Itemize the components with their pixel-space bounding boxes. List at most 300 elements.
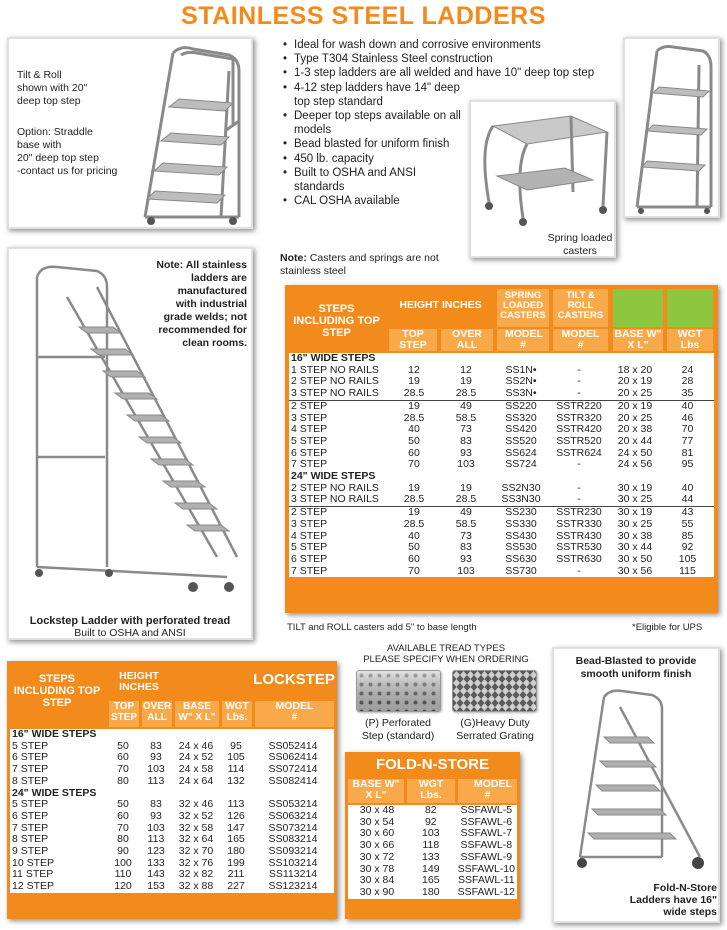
tilt-model-cell: - <box>549 566 609 578</box>
wgt-cell: 133 <box>406 852 456 864</box>
steps-cell: 6 STEP <box>289 448 389 460</box>
top-step-cell: 70 <box>389 566 439 578</box>
spring-model-cell: SS320 <box>493 413 549 425</box>
tilt-model-cell: SSTR624 <box>549 448 609 460</box>
wgt-cell: 44 <box>661 494 714 506</box>
header-top-step: TOP STEP <box>389 329 437 351</box>
spring-model-cell: SS1N• <box>493 365 549 377</box>
top-step-cell: 90 <box>106 846 140 858</box>
top-step-cell: 80 <box>106 834 140 846</box>
fold-n-store-caption: Fold-N-Store Ladders have 16" wide steps <box>629 882 717 918</box>
top-step-cell: 50 <box>389 542 439 554</box>
wgt-cell: 118 <box>406 840 456 852</box>
fold-n-store-photo <box>552 647 720 923</box>
base-cell: 32 x 76 <box>172 858 220 870</box>
wgt-cell: 92 <box>661 542 714 554</box>
base-cell: 24 x 64 <box>172 776 220 788</box>
top-step-cell: 100 <box>106 858 140 870</box>
tilt-model-cell: SSTR630 <box>549 554 609 566</box>
base-cell: 30 x 50 <box>609 554 661 566</box>
table-row <box>10 846 334 858</box>
base-cell: 32 x 70 <box>172 846 220 858</box>
steps-cell: 3 STEP <box>289 519 389 531</box>
top-step-cell: 60 <box>389 448 439 460</box>
over-all-cell: 28.5 <box>439 494 493 506</box>
serrated-tread-pattern <box>453 671 537 712</box>
steps-cell: 3 STEP NO RAILS <box>289 388 389 400</box>
table-row <box>10 776 334 788</box>
spring-model-cell: SS530 <box>493 542 549 554</box>
base-cell: 24 x 52 <box>172 752 220 764</box>
header-model-2: MODEL # <box>553 329 608 351</box>
table-row <box>289 400 714 412</box>
wgt-cell: 126 <box>220 811 252 823</box>
model-cell: SS053214 <box>252 799 334 811</box>
tilt-model-cell: SSTR420 <box>549 424 609 436</box>
over-all-cell: 123 <box>140 846 172 858</box>
wgt-cell: 40 <box>661 400 714 412</box>
tread-heading: AVAILABLE TREAD TYPES PLEASE SPECIFY WHEN ORDERING <box>363 643 529 665</box>
spring-model-cell: SS3N• <box>493 388 549 400</box>
header-steps: STEPS INCLUDING TOP STEP <box>293 303 380 339</box>
top-step-cell: 40 <box>389 531 439 543</box>
top-step-cell: 40 <box>389 424 439 436</box>
top-step-cell: 50 <box>106 799 140 811</box>
over-all-cell: 143 <box>140 869 172 881</box>
base-cell: 30 x 90 <box>348 887 406 899</box>
top-step-cell: 50 <box>106 741 140 753</box>
tilt-roll-ladder-photo <box>7 37 253 229</box>
base-cell: 30 x 44 <box>609 542 661 554</box>
top-step-cell: 110 <box>106 869 140 881</box>
wgt-cell: 199 <box>220 858 252 870</box>
steps-cell: 6 STEP <box>10 752 106 764</box>
over-all-cell: 153 <box>140 881 172 893</box>
top-step-cell: 19 <box>389 507 439 519</box>
over-all-cell: 12 <box>439 365 493 377</box>
model-cell: SS052414 <box>252 741 334 753</box>
tilt-model-cell: SSTR230 <box>549 507 609 519</box>
page-title: STAINLESS STEEL LADDERS <box>181 2 546 30</box>
table-row <box>289 554 714 566</box>
over-all-cell: 19 <box>439 376 493 388</box>
top-step-cell: 12 <box>389 365 439 377</box>
top-step-cell: 28.5 <box>389 494 439 506</box>
wgt-cell: 43 <box>661 507 714 519</box>
top-step-cell: 19 <box>389 400 439 412</box>
lk-brand: LOCKSTEP <box>253 671 335 688</box>
base-cell: 30 x 25 <box>609 519 661 531</box>
header-base: BASE W" X L" <box>614 328 662 351</box>
base-cell: 20 x 19 <box>609 400 661 412</box>
tilt-model-cell: - <box>549 459 609 471</box>
section-label: 16" WIDE STEPS <box>289 353 714 365</box>
spring-model-cell: SS3N30 <box>493 494 549 506</box>
tilt-model-cell: - <box>549 388 609 400</box>
tall-ladder-illustration <box>627 41 719 217</box>
steps-cell: 12 STEP <box>10 881 106 893</box>
fold-ladder-illustration <box>560 687 716 877</box>
tilt-roll-caption: Tilt & Roll shown with 20" deep top step <box>17 69 88 107</box>
lk-header-base: BASE W" X L" <box>175 701 219 727</box>
base-cell: 30 x 54 <box>348 817 406 829</box>
base-cell: 30 x 78 <box>348 864 406 876</box>
model-cell: SS103214 <box>252 858 334 870</box>
table-row <box>289 436 714 448</box>
over-all-cell: 73 <box>439 531 493 543</box>
perforated-tread-swatch <box>356 670 441 712</box>
spring-model-cell: SS2N• <box>493 376 549 388</box>
top-step-cell: 60 <box>106 752 140 764</box>
top-step-cell: 60 <box>389 554 439 566</box>
top-step-cell: 28.5 <box>389 519 439 531</box>
base-cell: 30 x 60 <box>348 828 406 840</box>
wgt-cell: 149 <box>406 864 456 876</box>
base-cell: 20 x 38 <box>609 424 661 436</box>
wgt-cell: 165 <box>406 875 456 887</box>
wgt-cell: 70 <box>661 424 714 436</box>
feature-item: • 1-3 step ladders are all welded and have 10" deep top step <box>283 66 613 80</box>
over-all-cell: 19 <box>439 483 493 495</box>
over-all-cell: 103 <box>439 459 493 471</box>
wgt-cell: 35 <box>661 388 714 400</box>
table-row <box>289 507 714 519</box>
wgt-cell: 46 <box>661 413 714 425</box>
header-model-1: MODEL # <box>497 329 549 351</box>
steps-cell: 1 STEP NO RAILS <box>289 365 389 377</box>
lockstep-ladder-photo <box>7 247 253 640</box>
header-green-cell <box>613 289 663 327</box>
base-cell: 30 x 38 <box>609 531 661 543</box>
feature-item: • Bead blasted for uniform finish <box>283 137 613 151</box>
model-cell: SS062414 <box>252 752 334 764</box>
header-tilt: TILT & ROLL CASTERS <box>553 289 608 327</box>
tilt-roll-ladder-illustration <box>121 41 253 227</box>
model-cell: SS113214 <box>252 869 334 881</box>
lockstep-table <box>7 661 337 919</box>
model-cell: SSFAWL-7 <box>456 828 517 840</box>
over-all-cell: 93 <box>439 448 493 460</box>
table-row <box>289 388 714 400</box>
wgt-cell: 82 <box>406 805 456 817</box>
lk-header-height: HEIGHT INCHES <box>119 670 159 693</box>
wgt-cell: 114 <box>220 764 252 776</box>
lockstep-caption: Lockstep Ladder with perforated tread Built to OSHA and ANSI <box>29 615 231 639</box>
base-cell: 24 x 56 <box>609 459 661 471</box>
model-cell: SSFAWL-11 <box>456 875 517 887</box>
spring-model-cell: SS624 <box>493 448 549 460</box>
over-all-cell: 93 <box>140 752 172 764</box>
base-cell: 30 x 84 <box>348 875 406 887</box>
over-all-cell: 83 <box>439 436 493 448</box>
steps-cell: 9 STEP <box>10 846 106 858</box>
fold-table-body <box>348 805 517 899</box>
model-cell: SS063214 <box>252 811 334 823</box>
top-step-cell: 60 <box>106 811 140 823</box>
fold-n-store-table <box>345 752 520 919</box>
top-step-cell: 70 <box>106 823 140 835</box>
model-cell: SSFAWL-10 <box>456 864 517 876</box>
spring-loaded-caption: Spring loaded casters <box>547 232 613 257</box>
tilt-model-cell: SSTR220 <box>549 400 609 412</box>
section-header-row <box>289 353 714 365</box>
steps-cell: 11 STEP <box>10 869 106 881</box>
base-cell: 30 x 72 <box>348 852 406 864</box>
lk-header-over-all: OVER ALL <box>142 701 172 727</box>
spring-model-cell: SS330 <box>493 519 549 531</box>
model-cell: SS073214 <box>252 823 334 835</box>
feature-item: • Type T304 Stainless Steel construction <box>283 52 613 66</box>
steps-cell: 5 STEP <box>289 542 389 554</box>
header-over-all: OVER ALL <box>441 329 493 351</box>
fold-header-base: BASE W" X L" <box>348 779 404 803</box>
tilt-model-cell: SSTR330 <box>549 519 609 531</box>
steps-cell: 8 STEP <box>10 834 106 846</box>
spring-model-cell: SS430 <box>493 531 549 543</box>
main-spec-table <box>285 285 718 613</box>
table-row <box>348 887 517 899</box>
steps-cell: 5 STEP <box>289 436 389 448</box>
model-cell: SSFAWL-6 <box>456 817 517 829</box>
bead-blasted-caption: Bead-Blasted to provide smooth uniform finish <box>575 655 697 680</box>
tilt-model-cell: SSTR320 <box>549 413 609 425</box>
over-all-cell: 103 <box>140 764 172 776</box>
wgt-cell: 211 <box>220 869 252 881</box>
feature-item: • 4-12 step ladders have 14" deep top step standard <box>283 81 468 109</box>
lk-header-wgt: WGT Lbs. <box>222 701 252 727</box>
step-stand-illustration <box>475 106 613 228</box>
wgt-cell: 115 <box>661 566 714 578</box>
steps-cell: 5 STEP <box>10 799 106 811</box>
section-header-row <box>289 471 714 483</box>
steps-cell: 10 STEP <box>10 858 106 870</box>
steps-cell: 3 STEP <box>289 413 389 425</box>
lockstep-table-body <box>10 729 334 893</box>
straddle-option-caption: Option: Straddle base with 20" deep top step -contact us for pricing <box>17 126 118 177</box>
base-cell: 32 x 52 <box>172 811 220 823</box>
tilt-model-cell: SSTR520 <box>549 436 609 448</box>
tilt-ladder-photo-right <box>623 37 720 218</box>
base-cell: 24 x 58 <box>172 764 220 776</box>
spring-model-cell: SS2N30 <box>493 483 549 495</box>
over-all-cell: 58.5 <box>439 519 493 531</box>
model-cell: SS123214 <box>252 881 334 893</box>
steps-cell: 2 STEP <box>289 507 389 519</box>
model-cell: SSFAWL-9 <box>456 852 517 864</box>
section-header-row <box>10 729 334 741</box>
fold-title: FOLD-N-STORE <box>375 756 490 773</box>
spring-model-cell: SS220 <box>493 400 549 412</box>
lk-header-steps: STEPS INCLUDING TOP STEP <box>13 673 101 709</box>
over-all-cell: 93 <box>140 811 172 823</box>
top-step-cell: 120 <box>106 881 140 893</box>
tilt-model-cell: - <box>549 494 609 506</box>
base-cell: 18 x 20 <box>609 365 661 377</box>
steps-cell: 7 STEP <box>289 459 389 471</box>
table-row <box>289 519 714 531</box>
lk-header-top-step: TOP STEP <box>109 701 139 727</box>
steps-cell: 7 STEP <box>289 566 389 578</box>
wgt-cell: 103 <box>406 828 456 840</box>
table-row <box>10 811 334 823</box>
base-cell: 24 x 46 <box>172 741 220 753</box>
base-cell: 20 x 25 <box>609 388 661 400</box>
base-cell: 32 x 58 <box>172 823 220 835</box>
casters-note: Note: Casters and springs are not stainless steel <box>280 252 439 277</box>
top-step-cell: 28.5 <box>389 388 439 400</box>
lk-header-model: MODEL # <box>255 701 334 727</box>
table-row <box>289 566 714 578</box>
wgt-cell: 180 <box>220 846 252 858</box>
steps-cell: 3 STEP NO RAILS <box>289 494 389 506</box>
wgt-cell: 77 <box>661 436 714 448</box>
steps-cell: 2 STEP NO RAILS <box>289 376 389 388</box>
wgt-cell: 227 <box>220 881 252 893</box>
wgt-cell: 165 <box>220 834 252 846</box>
wgt-cell: 105 <box>661 554 714 566</box>
tilt-caster-note: TILT and ROLL casters add 5" to base length <box>287 622 477 633</box>
feature-item: • CAL OSHA available <box>283 194 613 208</box>
feature-item: • Ideal for wash down and corrosive environments <box>283 38 613 52</box>
wgt-cell: 105 <box>220 752 252 764</box>
base-cell: 20 x 44 <box>609 436 661 448</box>
top-step-cell: 19 <box>389 376 439 388</box>
table-row <box>10 881 334 893</box>
fold-header-model: MODEL # <box>458 779 517 803</box>
base-cell: 24 x 50 <box>609 448 661 460</box>
over-all-cell: 133 <box>140 858 172 870</box>
over-all-cell: 113 <box>140 776 172 788</box>
perforated-label: (P) Perforated Step (standard) <box>361 717 435 742</box>
base-cell: 20 x 19 <box>609 376 661 388</box>
base-cell: 30 x 48 <box>348 805 406 817</box>
spring-model-cell: SS230 <box>493 507 549 519</box>
header-height: HEIGHT INCHES <box>399 299 482 311</box>
fold-header-wgt: WGT Lbs. <box>407 779 455 803</box>
base-cell: 30 x 25 <box>609 494 661 506</box>
over-all-cell: 49 <box>439 507 493 519</box>
steps-cell: 6 STEP <box>10 811 106 823</box>
base-cell: 32 x 82 <box>172 869 220 881</box>
wgt-cell: 113 <box>220 799 252 811</box>
wgt-cell: 132 <box>220 776 252 788</box>
feature-item: • 450 lb. capacity <box>283 152 613 166</box>
over-all-cell: 73 <box>439 424 493 436</box>
table-row <box>289 494 714 506</box>
table-row <box>348 805 517 817</box>
over-all-cell: 103 <box>439 566 493 578</box>
base-cell: 30 x 19 <box>609 483 661 495</box>
over-all-cell: 103 <box>140 823 172 835</box>
tilt-model-cell: - <box>549 483 609 495</box>
serrated-tread-swatch <box>452 670 537 712</box>
main-table-body <box>289 353 714 577</box>
wgt-cell: 95 <box>661 459 714 471</box>
wgt-cell: 40 <box>661 483 714 495</box>
header-wgt: WGT Lbs <box>667 329 713 351</box>
base-cell: 32 x 46 <box>172 799 220 811</box>
section-label: 24" WIDE STEPS <box>10 788 334 800</box>
spring-model-cell: SS730 <box>493 566 549 578</box>
spring-model-cell: SS420 <box>493 424 549 436</box>
table-row <box>348 852 517 864</box>
over-all-cell: 28.5 <box>439 388 493 400</box>
over-all-cell: 113 <box>140 834 172 846</box>
steps-cell: 4 STEP <box>289 531 389 543</box>
base-cell: 32 x 64 <box>172 834 220 846</box>
base-cell: 30 x 66 <box>348 840 406 852</box>
spring-model-cell: SS724 <box>493 459 549 471</box>
model-cell: SS083214 <box>252 834 334 846</box>
spring-loaded-ladder-photo <box>469 100 616 258</box>
tilt-model-cell: SSTR530 <box>549 542 609 554</box>
base-cell: 32 x 88 <box>172 881 220 893</box>
steps-cell: 4 STEP <box>289 424 389 436</box>
feature-item: • Deeper top steps available on all models <box>283 109 468 137</box>
wgt-cell: 95 <box>220 741 252 753</box>
top-step-cell: 80 <box>106 776 140 788</box>
over-all-cell: 93 <box>439 554 493 566</box>
feature-item: • Built to OSHA and ANSI standards <box>283 166 458 194</box>
model-cell: SSFAWL-5 <box>456 805 517 817</box>
serrated-label: (G)Heavy Duty Serrated Grating <box>456 717 534 742</box>
top-step-cell: 28.5 <box>389 413 439 425</box>
model-cell: SSFAWL-12 <box>456 887 517 899</box>
wgt-cell: 55 <box>661 519 714 531</box>
tilt-model-cell: SSTR430 <box>549 531 609 543</box>
over-all-cell: 58.5 <box>439 413 493 425</box>
wgt-cell: 85 <box>661 531 714 543</box>
base-cell: 30 x 19 <box>609 507 661 519</box>
over-all-cell: 83 <box>140 741 172 753</box>
tilt-model-cell: - <box>549 365 609 377</box>
steps-cell: 2 STEP <box>289 400 389 412</box>
header-green-cell-2 <box>667 289 713 327</box>
over-all-cell: 83 <box>439 542 493 554</box>
spring-model-cell: SS630 <box>493 554 549 566</box>
top-step-cell: 50 <box>389 436 439 448</box>
top-step-cell: 70 <box>106 764 140 776</box>
wgt-cell: 24 <box>661 365 714 377</box>
section-label: 16" WIDE STEPS <box>10 729 334 741</box>
steps-cell: 2 STEP NO RAILS <box>289 483 389 495</box>
over-all-cell: 83 <box>140 799 172 811</box>
model-cell: SS072414 <box>252 764 334 776</box>
welds-note: Note: All stainless ladders are manufactured with industrial grade welds; not recommended for clean rooms. <box>156 259 247 349</box>
wgt-cell: 81 <box>661 448 714 460</box>
section-label: 24" WIDE STEPS <box>289 471 714 483</box>
wgt-cell: 180 <box>406 887 456 899</box>
model-cell: SS082414 <box>252 776 334 788</box>
wgt-cell: 28 <box>661 376 714 388</box>
steps-cell: 7 STEP <box>10 764 106 776</box>
model-cell: SSFAWL-8 <box>456 840 517 852</box>
tilt-model-cell: - <box>549 376 609 388</box>
base-cell: 30 x 56 <box>609 566 661 578</box>
steps-cell: 5 STEP <box>10 741 106 753</box>
base-cell: 20 x 25 <box>609 413 661 425</box>
model-cell: SS093214 <box>252 846 334 858</box>
perforated-tread-pattern <box>357 671 441 712</box>
steps-cell: 7 STEP <box>10 823 106 835</box>
header-spring: SPRING LOADED CASTERS <box>497 289 549 327</box>
top-step-cell: 19 <box>389 483 439 495</box>
steps-cell: 8 STEP <box>10 776 106 788</box>
wgt-cell: 147 <box>220 823 252 835</box>
over-all-cell: 49 <box>439 400 493 412</box>
ups-note: *Eligible for UPS <box>632 622 703 633</box>
steps-cell: 6 STEP <box>289 554 389 566</box>
